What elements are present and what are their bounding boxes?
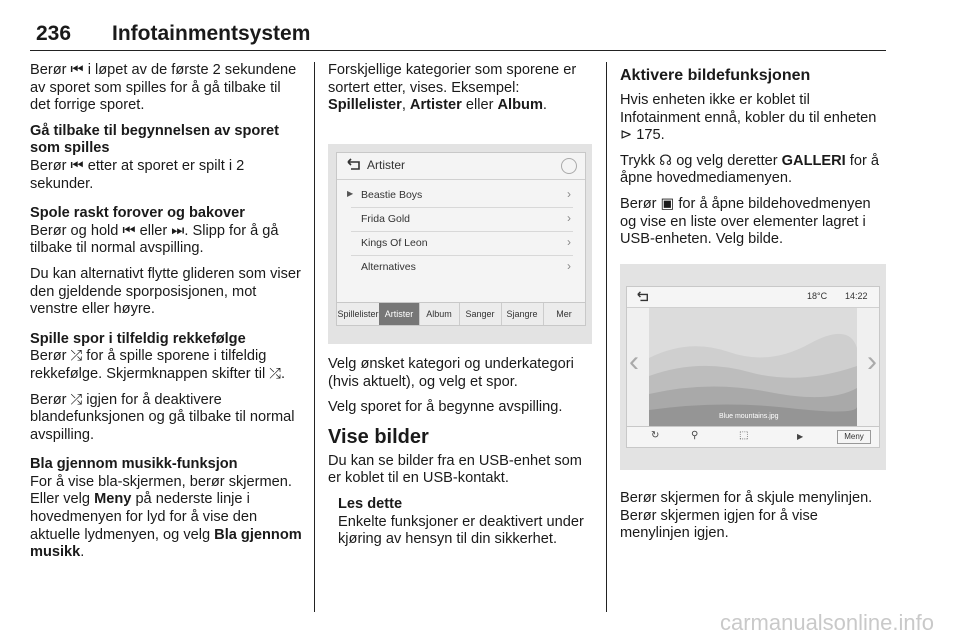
artists-screen-figure bbox=[328, 144, 592, 344]
section-heading: Spole raskt forover og bakover bbox=[30, 205, 245, 222]
paragraph: For å vise bla-skjermen, berør skjermen. Eller velg Meny på nederste linje i hovedmenyen for lyd for å vise den aktuelle lydmenyen, og velg Bla gjennom musikk. bbox=[30, 473, 302, 561]
section-heading: Vise bilder bbox=[328, 425, 429, 448]
chevron-right-icon: › bbox=[567, 235, 571, 249]
page-title: Infotainmentsystem bbox=[112, 22, 311, 45]
paragraph: Forskjellige kategorier som sporene er sortert etter, vises. Eksempel: Spillelister, Artister eller Album. bbox=[328, 62, 577, 114]
section-heading: Gå tilbake til begynnelsen av sporet som spilles bbox=[30, 122, 279, 157]
slideshow-icon[interactable]: ⬚ bbox=[739, 430, 749, 441]
back-icon[interactable] bbox=[635, 291, 651, 303]
list-item[interactable]: Kings Of Leon › bbox=[351, 231, 573, 256]
tab-mer[interactable]: Mer bbox=[556, 309, 572, 319]
paragraph: Trykk ☊ og velg deretter GALLERI for å åpne hovedmediamenyen. bbox=[620, 152, 879, 187]
chevron-right-icon: › bbox=[567, 259, 571, 273]
music-icon bbox=[561, 158, 577, 174]
rotate-icon[interactable]: ↻ bbox=[651, 430, 660, 441]
note-text: Enkelte funksjoner er deaktivert under kjøring av hensyn til din sikkerhet. bbox=[338, 513, 584, 548]
paragraph: Berør skjermen for å skjule menylinjen. Berør skjermen igjen for å vise menylinjen igjen. bbox=[620, 490, 873, 542]
section-heading: Bla gjennom musikk-funksjon bbox=[30, 456, 238, 473]
menu-button[interactable]: Meny bbox=[837, 430, 871, 444]
tab-spillelister[interactable]: Spillelister bbox=[337, 303, 380, 325]
paragraph: Berør ⏮ etter at sporet er spilt i 2 sekunder. bbox=[30, 157, 245, 192]
picture-filename: Blue mountains.jpg bbox=[719, 413, 779, 420]
picture-view[interactable] bbox=[649, 308, 857, 426]
paragraph: Berør ⤮ igjen for å deaktivere blandefunksjonen og gå tilbake til normal avspilling. bbox=[30, 391, 295, 443]
clock-display: 14:22 bbox=[845, 291, 868, 301]
list-item[interactable]: Alternatives › bbox=[361, 259, 571, 273]
note-heading: Les dette bbox=[338, 495, 403, 512]
screen-top-bar bbox=[627, 287, 879, 308]
paragraph: Hvis enheten ikke er koblet til Infotainment ennå, kobler du til enheten ⊳ 175. bbox=[620, 92, 877, 144]
paragraph: Berør ⏮ i løpet av de første 2 sekundene av sporet som spilles for å gå tilbake til det forrige sporet. bbox=[30, 62, 297, 114]
column-divider bbox=[606, 62, 607, 612]
paragraph: Berør ⤮ for å spille sporene i tilfeldig rekkefølge. Skjermknappen skifter til ⤮. bbox=[30, 348, 285, 382]
column-1 bbox=[30, 62, 302, 570]
column-2 bbox=[328, 62, 590, 123]
tab-album[interactable]: Album bbox=[419, 303, 460, 325]
paragraph: Du kan se bilder fra en USB-enhet som er koblet til en USB-kontakt. bbox=[328, 452, 582, 487]
tab-sanger[interactable]: Sanger bbox=[459, 303, 502, 325]
section-heading: Spille spor i tilfeldig rekkefølge bbox=[30, 330, 246, 347]
temperature-display: 18°C bbox=[807, 291, 828, 301]
category-tab-bar bbox=[337, 302, 585, 325]
paragraph: Berør og hold ⏮ eller ⏭. Slipp for å gå tilbake til normal avspilling. bbox=[30, 222, 279, 257]
paragraph: Velg sporet for å begynne avspilling. bbox=[328, 399, 563, 416]
tab-artister[interactable]: Artister bbox=[379, 303, 420, 325]
column-3 bbox=[620, 62, 888, 257]
picture-screen-figure bbox=[620, 264, 886, 470]
screen-top-bar bbox=[337, 153, 585, 180]
previous-arrow-icon[interactable]: ‹ bbox=[629, 345, 639, 378]
zoom-icon[interactable]: ⚲ bbox=[691, 430, 699, 441]
chevron-right-icon: › bbox=[567, 187, 571, 201]
paragraph: Berør ▣ for å åpne bildehovedmenyen og vise en liste over elementer lagret i USB-enheten. Velg bilde. bbox=[620, 195, 871, 248]
picture-menu-bar bbox=[627, 426, 879, 447]
list-item[interactable]: ▶ Beastie Boys › bbox=[351, 183, 573, 208]
back-icon[interactable] bbox=[345, 158, 363, 172]
paragraph: Velg ønsket kategori og underkategori (hvis aktuelt), og velg et spor. bbox=[328, 356, 574, 390]
chevron-right-icon: › bbox=[567, 211, 571, 225]
column-2-lower bbox=[328, 356, 590, 549]
tab-sjangre[interactable]: Sjangre bbox=[501, 303, 544, 325]
section-heading: Aktivere bildefunksjonen bbox=[620, 67, 811, 84]
paragraph: Du kan alternativt flytte glideren som viser den gjeldende sporposisjonen, mot venstre eller høyre. bbox=[30, 265, 301, 318]
column-3-lower bbox=[620, 490, 888, 551]
picture-screen bbox=[626, 286, 880, 448]
screen-title: Artister bbox=[367, 158, 406, 172]
list-item[interactable]: Frida Gold › bbox=[351, 207, 573, 232]
page-header bbox=[30, 22, 886, 51]
note-box bbox=[328, 496, 590, 549]
column-divider bbox=[314, 62, 315, 612]
play-icon[interactable]: ▶ bbox=[797, 432, 804, 441]
watermark: carmanualsonline.info bbox=[719, 610, 934, 635]
artists-screen bbox=[336, 152, 586, 326]
next-arrow-icon[interactable]: › bbox=[867, 345, 877, 378]
page-number: 236 bbox=[36, 22, 72, 45]
